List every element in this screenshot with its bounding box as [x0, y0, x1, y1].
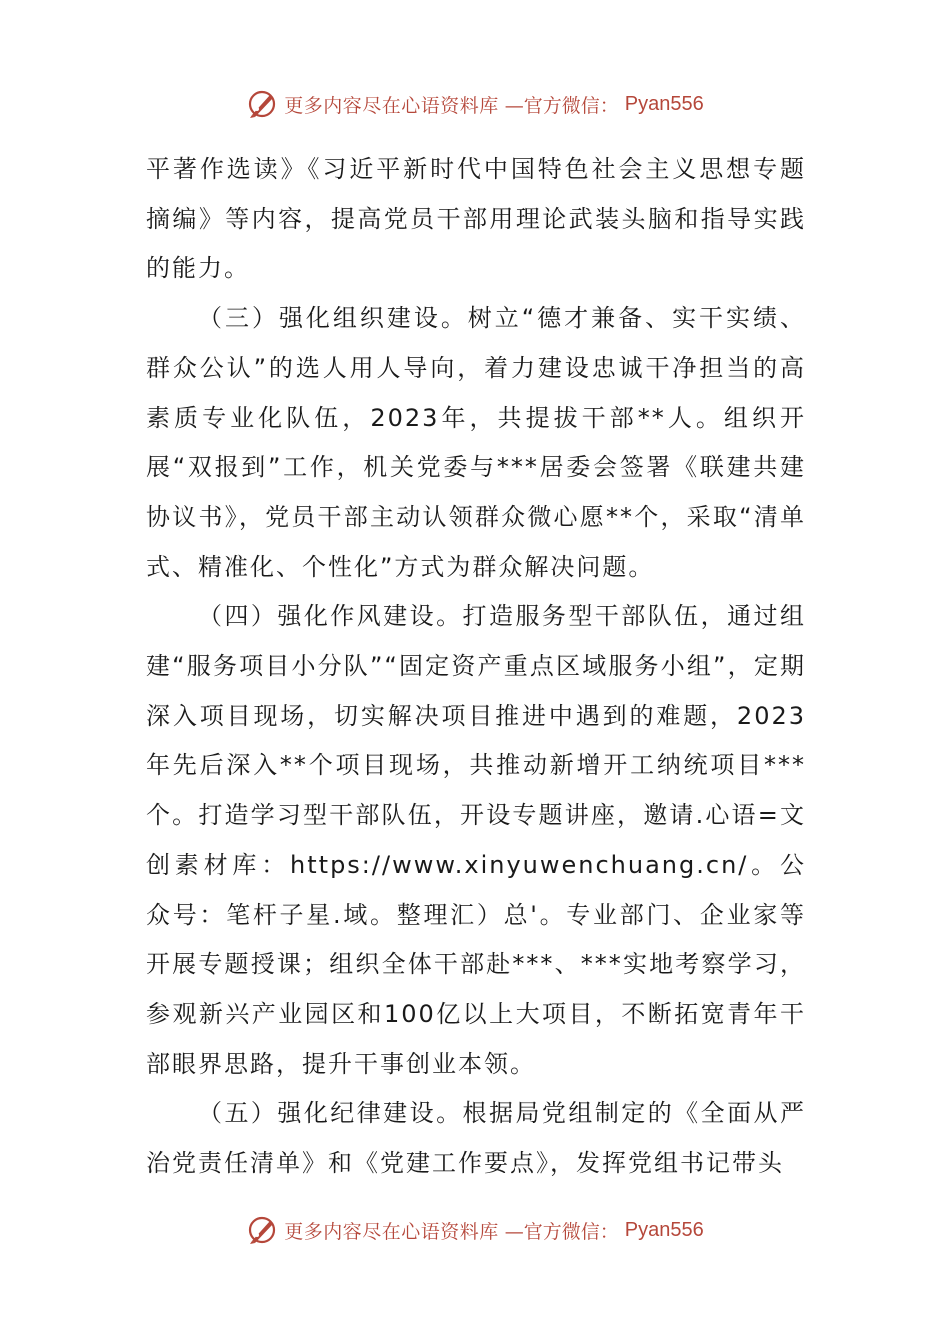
watermark-separator: —官方微信： — [504, 1220, 619, 1243]
pen-in-circle-logo-icon — [246, 88, 278, 120]
header-watermark — [0, 84, 950, 124]
pen-in-circle-logo-icon — [246, 1214, 278, 1246]
watermark-text: 更多内容尽在心语资料库 — [284, 1220, 499, 1243]
paragraph-continued: 平著作选读》《习近平新时代中国特色社会主义思想专题摘编》等内容，提高党员干部用理论武装头脑和指导实践的能力。 — [146, 155, 806, 283]
watermark-wechat-id: Pyan556 — [624, 92, 704, 115]
paragraph-organization-building: （三）强化组织建设。树立“德才兼备、实干实绩、群众公认”的选人用人导向，着力建设忠诚干净担当的高素质专业化队伍，2023年，共提拔干部**人。组织开展“双报到”工作，机关党委与***居委会签署《联建共建协议书》，党员干部主动认领群众微心愿**个，采取“清单式、精准化、个性化”方式为群众解决问题。 — [146, 304, 806, 581]
document-body — [146, 145, 806, 1189]
footer-watermark — [0, 1210, 950, 1250]
watermark-wechat-id: Pyan556 — [624, 1218, 704, 1241]
paragraph-work-style-building: （四）强化作风建设。打造服务型干部队伍，通过组建“服务项目小分队”“固定资产重点区域服务小组”，定期深入项目现场，切实解决项目推进中遇到的难题，2023年先后深入**个项目现场，共推动新增开工纳统项目***个。打造学习型干部队伍，开设专题讲座，邀请.心语=文创素材库：https://www.xinyuwenchuang.cn/。公众号：笔杆子星.域。整理汇）总'。专业部门、企业家等开展专题授课；组织全体干部赴***、***实地考察学习，参观新兴产业园区和100亿以上大项目，不断拓宽青年干部眼界思路，提升干事创业本领。 — [146, 602, 806, 1078]
paragraph-discipline-building: （五）强化纪律建设。根据局党组制定的《全面从严治党责任清单》和《党建工作要点》，发挥党组书记带头 — [146, 1099, 806, 1178]
watermark-separator: —官方微信： — [504, 94, 619, 117]
watermark-text: 更多内容尽在心语资料库 — [284, 94, 499, 117]
